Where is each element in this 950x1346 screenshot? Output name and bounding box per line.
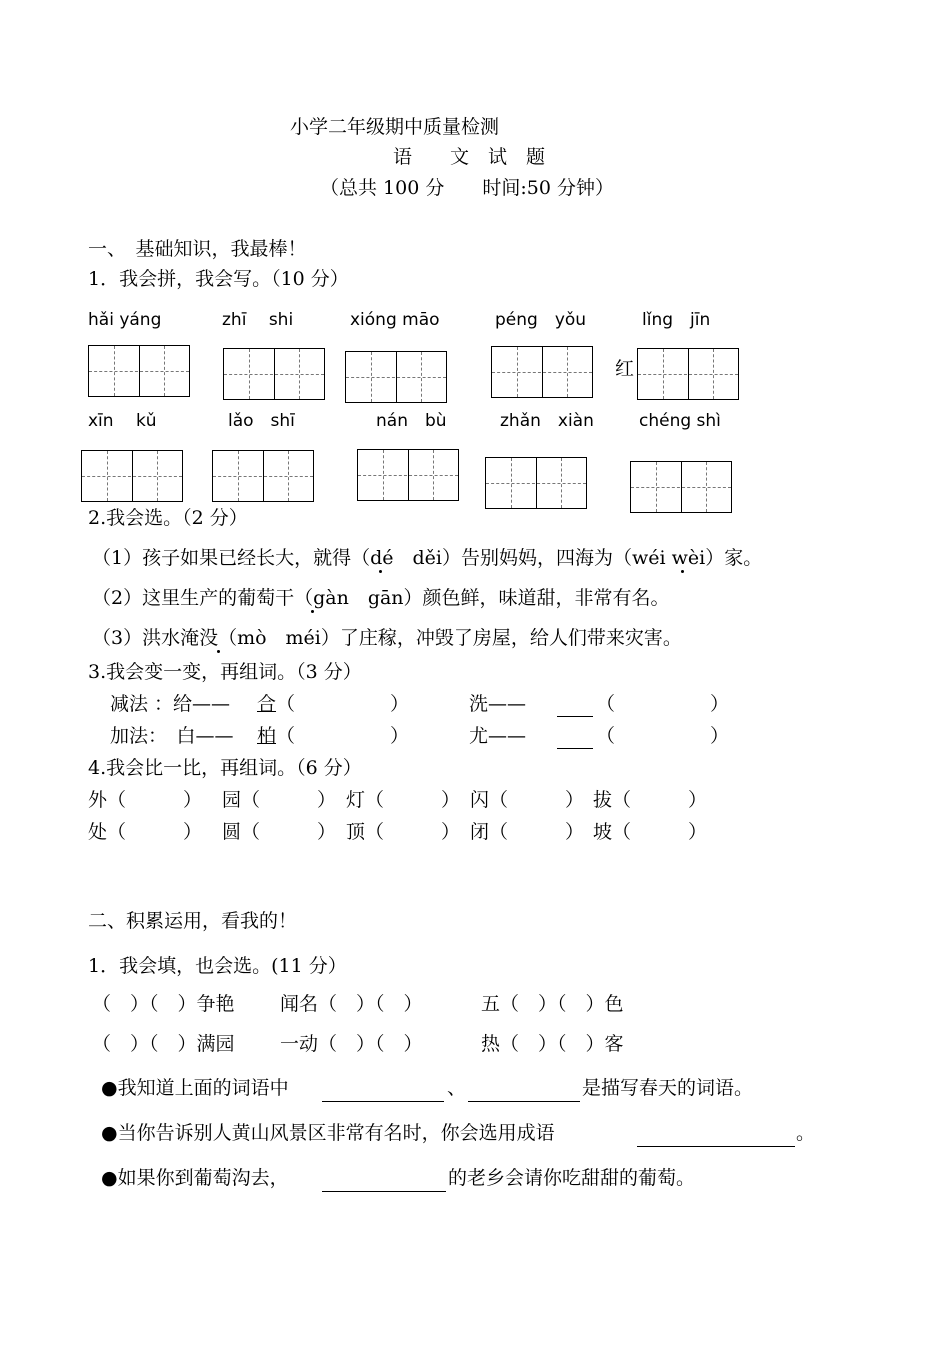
subject-title: 语 文 试 题 xyxy=(393,146,546,168)
q2-sentence-2: （2）这里生产的葡萄干（gàn gān）颜色鲜，味道甜，非常有名。 xyxy=(92,587,670,609)
section1-heading: 一、 基础知识，我最棒！ xyxy=(88,238,307,260)
writing-grid[interactable] xyxy=(345,351,447,403)
q3-row2-label: 加法： 白—— xyxy=(110,725,234,747)
bullet-1-sep: 、 xyxy=(447,1077,467,1099)
q4-item[interactable]: 闭（ ） xyxy=(470,821,585,843)
q3-row1-right: 洗—— xyxy=(469,693,527,715)
answer-blank[interactable] xyxy=(637,1146,795,1147)
writing-grid[interactable] xyxy=(81,450,183,502)
bullet-1-end: 是描写春天的词语。 xyxy=(582,1077,754,1099)
q2-sentence-3: （3）洪水淹没（mò méi）了庄稼，冲毁了房屋，给人们带来灾害。 xyxy=(92,627,682,649)
pinyin-row1-4: péng yǒu xyxy=(495,310,587,330)
q4-item[interactable]: 圆（ ） xyxy=(222,821,337,843)
q3-row1-label: 减法 ：给—— xyxy=(110,693,231,715)
emphasis-dot xyxy=(379,570,382,573)
answer-blank[interactable] xyxy=(468,1101,580,1102)
q4-label: 4.我会比一比，再组词。（6 分） xyxy=(88,757,362,779)
emphasis-dot xyxy=(681,570,684,573)
idiom-item[interactable]: 热（ ）（ ）客 xyxy=(481,1033,624,1055)
answer-blank[interactable] xyxy=(322,1101,444,1102)
exam-title: 小学二年级期中质量检测 xyxy=(290,116,500,138)
bullet-1-text: ●我知道上面的词语中 xyxy=(101,1077,289,1099)
q3-row1-right-paren[interactable]: （ ） xyxy=(596,693,730,715)
answer-blank[interactable] xyxy=(322,1191,446,1192)
q3-row1-paren[interactable]: （ ） xyxy=(276,693,410,715)
bullet-3-end: 的老乡会请你吃甜甜的葡萄。 xyxy=(448,1167,696,1189)
q4-item[interactable]: 拔（ ） xyxy=(593,789,708,811)
answer-blank[interactable] xyxy=(557,716,593,717)
pinyin-row1-1: hǎi yáng xyxy=(88,310,162,330)
q3-label: 3.我会变一变，再组词。（3 分） xyxy=(88,661,362,683)
s2-q1-label: 1．我会填，也会选。(11 分） xyxy=(88,955,347,977)
pinyin-row1-5: lǐng jīn xyxy=(642,310,711,330)
pinyin-row1-2: zhī shi xyxy=(222,310,294,330)
idiom-item[interactable]: （ ）（ ）争艳 xyxy=(92,993,235,1015)
exam-info: （总共 100 分 时间:50 分钟） xyxy=(320,177,614,199)
idiom-item[interactable]: 闻名（ ）（ ） xyxy=(280,993,423,1015)
bullet-2-text: ●当你告诉别人黄山风景区非常有名时，你会选用成语 xyxy=(101,1122,555,1144)
q4-item[interactable]: 顶（ ） xyxy=(346,821,461,843)
writing-grid[interactable] xyxy=(212,450,314,502)
bullet-3-text: ●如果你到葡萄沟去， xyxy=(101,1167,289,1189)
q3-row2-paren[interactable]: （ ） xyxy=(276,725,410,747)
writing-grid[interactable] xyxy=(223,348,325,400)
pinyin-row2-5: chéng shì xyxy=(639,411,721,431)
q3-row2-right: 尤—— xyxy=(469,725,527,747)
q4-item[interactable]: 园（ ） xyxy=(222,789,337,811)
writing-grid[interactable] xyxy=(630,461,732,513)
q3-row1-char: 合 xyxy=(257,693,277,715)
q3-row2-char: 柏 xyxy=(257,725,277,747)
pinyin-row2-3: nán bù xyxy=(376,411,447,431)
emphasis-dot xyxy=(311,610,314,613)
q1-label: 1．我会拼，我会写。（10 分） xyxy=(88,268,349,290)
q4-item[interactable]: 闪（ ） xyxy=(470,789,585,811)
q4-item[interactable]: 灯（ ） xyxy=(346,789,461,811)
q2-sentence-1: （1）孩子如果已经长大，就得（dé děi）告别妈妈，四海为（wéi wèi）家。 xyxy=(92,547,763,569)
idiom-item[interactable]: 五（ ）（ ）色 xyxy=(481,993,624,1015)
writing-grid[interactable] xyxy=(357,449,459,501)
writing-grid[interactable] xyxy=(637,348,739,400)
q3-row2-right-paren[interactable]: （ ） xyxy=(596,725,730,747)
q4-item[interactable]: 外（ ） xyxy=(88,789,203,811)
writing-grid[interactable] xyxy=(88,345,190,397)
pinyin-row2-1: xīn kǔ xyxy=(88,411,157,431)
pinyin-row2-4: zhǎn xiàn xyxy=(500,411,594,431)
q4-item[interactable]: 处（ ） xyxy=(88,821,203,843)
pinyin-row1-3: xióng māo xyxy=(350,310,440,330)
writing-grid[interactable] xyxy=(485,457,587,509)
section2-heading: 二、积累运用，看我的！ xyxy=(88,910,298,932)
q4-item[interactable]: 坡（ ） xyxy=(593,821,708,843)
idiom-item[interactable]: 一动（ ）（ ） xyxy=(280,1033,423,1055)
idiom-item[interactable]: （ ）（ ）满园 xyxy=(92,1033,235,1055)
prefix-char-hong: 红 xyxy=(615,358,635,380)
writing-grid[interactable] xyxy=(491,346,593,398)
bullet-2-end: 。 xyxy=(796,1122,816,1144)
q2-label: 2.我会选。（2 分） xyxy=(88,507,248,529)
pinyin-row2-2: lǎo shī xyxy=(228,411,295,431)
emphasis-dot xyxy=(217,650,220,653)
answer-blank[interactable] xyxy=(557,748,593,749)
